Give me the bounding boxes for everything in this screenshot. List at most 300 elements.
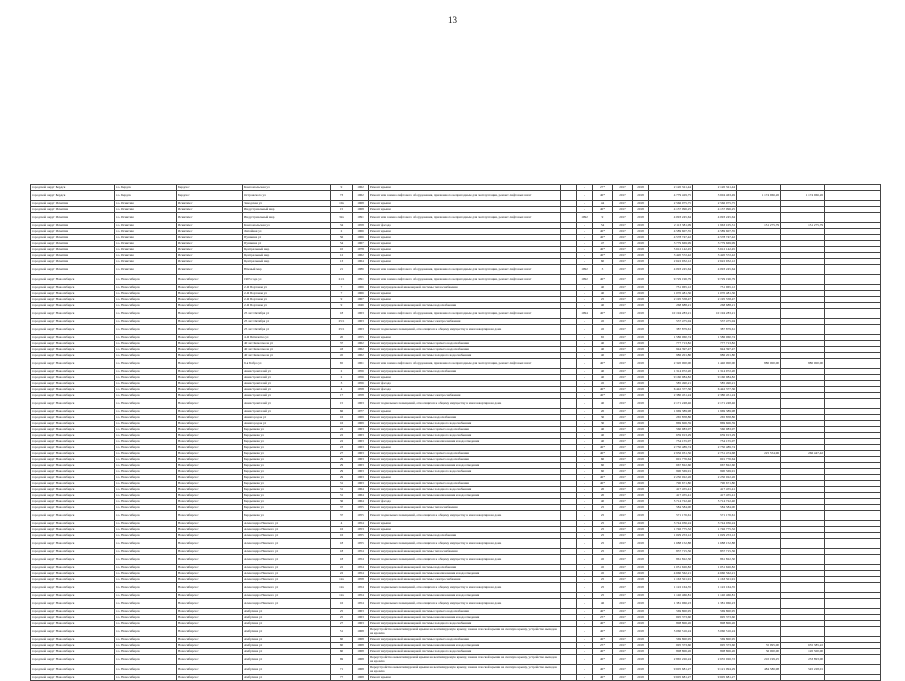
cell-area: 40* — [593, 445, 613, 451]
cell-y1: 2017 — [613, 353, 633, 359]
cell-mun: городской округ Новосибирск — [31, 319, 115, 325]
cell-s: - — [577, 463, 593, 469]
cell-s: - — [577, 643, 593, 649]
cell-sum2: 417 455,41 — [693, 487, 737, 493]
cell-loc: г.о. Новосибирск — [115, 649, 177, 655]
cell-c — [825, 627, 881, 637]
cell-city: Новосибирск г — [177, 463, 243, 469]
cell-house: 60 — [331, 643, 353, 649]
cell-work: Ремонт внутридомовой инженерной системы холодного водоснабжения — [369, 487, 561, 493]
cell-c — [825, 213, 881, 223]
cell-y1: 2017 — [613, 555, 633, 565]
cell-city: Новосибирск г — [177, 527, 243, 533]
cell-loc: г.о. Искитим — [115, 207, 177, 213]
cell-city: Искитим г — [177, 229, 243, 235]
cell-blank1 — [561, 213, 577, 223]
cell-year: 1967 — [353, 241, 369, 247]
cell-y1: 2017 — [613, 655, 633, 665]
cell-loc: г.о. Новосибирск — [115, 319, 177, 325]
cell-loc: г.о. Новосибирск — [115, 341, 177, 347]
cell-area: 40 — [593, 369, 613, 375]
cell-y1: 2017 — [613, 359, 633, 369]
cell-work: Ремонт внутридомовой инженерной системы водоснабжения — [369, 565, 561, 571]
cell-work: Ремонт фасада — [369, 223, 561, 229]
page-number: 13 — [448, 15, 457, 25]
cell-y2: 2018 — [633, 505, 649, 511]
cell-sum: 808 806,26 — [649, 621, 693, 627]
cell-mun: городской округ Новосибирск — [31, 609, 115, 615]
cell-mun: городской округ Новосибирск — [31, 493, 115, 499]
cell-loc: г.о. Новосибирск — [115, 285, 177, 291]
cell-house: 9 — [331, 185, 353, 191]
cell-y2: 2018 — [633, 457, 649, 463]
cell-sum: 3 779 669,99 — [649, 241, 693, 247]
cell-house: 10 — [331, 247, 353, 253]
cell-sum2: 1 070 481,36 — [693, 291, 737, 297]
cell-mun: городской округ Новосибирск — [31, 475, 115, 481]
cell-mun: городской округ Новосибирск — [31, 549, 115, 555]
cell-sum: 808 806,26 — [649, 649, 693, 655]
cell-loc: г.о. Искитим — [115, 229, 177, 235]
cell-house: 22 — [331, 433, 353, 439]
cell-house: 54 — [331, 241, 353, 247]
cell-year: 1964 — [353, 487, 369, 493]
cell-year: 1968 — [353, 649, 369, 655]
cell-house: 29 — [331, 475, 353, 481]
cell-sum: 268 688,21 — [649, 303, 693, 309]
cell-sum2: 3 779 669,99 — [693, 241, 737, 247]
cell-street: Авиастроителей ул — [243, 387, 331, 393]
cell-mun: городской округ Новосибирск — [31, 335, 115, 341]
cell-sum2: 667 822,60 — [693, 463, 737, 469]
cell-loc: г.о. Новосибирск — [115, 655, 177, 665]
cell-street: Амбулина ул — [243, 621, 331, 627]
cell-house: 16 — [331, 527, 353, 533]
cell-street: Комсомольская ул — [243, 223, 331, 229]
cell-mun: городской округ Новосибирск — [31, 593, 115, 599]
cell-city: Новосибирск г — [177, 275, 243, 285]
cell-y1: 2017 — [613, 475, 633, 481]
cell-year: 1968 — [353, 201, 369, 207]
cell-y1: 2017 — [613, 399, 633, 409]
cell-year: 1956 — [353, 369, 369, 375]
cell-y2: 2018 — [633, 213, 649, 223]
table-row — [31, 309, 881, 319]
cell-b: 151 275,79 — [781, 223, 825, 229]
cell-y1: 2017 — [613, 213, 633, 223]
cell-street: Бердышева ул — [243, 445, 331, 451]
cell-street: Южный мкр — [243, 265, 331, 275]
cell-city: Новосибирск г — [177, 325, 243, 335]
cell-work: Ремонт внутридомовой инженерной системы горячего водоснабжения — [369, 341, 561, 347]
cell-year: 1955 — [353, 533, 369, 539]
cell-sum2: 2 120 321,44 — [693, 185, 737, 191]
cell-work: Ремонт крыши — [369, 445, 561, 451]
cell-city: Новосибирск г — [177, 359, 243, 369]
cell-area: 46 — [593, 599, 613, 609]
cell-y2: 2018 — [633, 253, 649, 259]
cell-sum2: 808 806,26 — [693, 621, 737, 627]
cell-y1: 2017 — [613, 511, 633, 521]
cell-sum2: 1 746 775,32 — [693, 527, 737, 533]
cell-area: 40 — [593, 353, 613, 359]
cell-area: 25 — [593, 533, 613, 539]
cell-street: Индустриальный мкр — [243, 213, 331, 223]
cell-sum: 601 776,64 — [649, 457, 693, 463]
cell-house: 15 — [331, 207, 353, 213]
cell-s: - — [577, 393, 593, 399]
cell-y2: 2018 — [633, 265, 649, 275]
cell-sum2: 5 060 516,24 — [693, 627, 737, 637]
cell-mun: городской округ Бердск — [31, 191, 115, 201]
cell-city: Новосибирск г — [177, 521, 243, 527]
cell-mun: городской округ Новосибирск — [31, 445, 115, 451]
cell-work: Ремонт внутридомовой инженерной системы канализования и водоотведения — [369, 643, 561, 649]
cell-loc: г.о. Новосибирск — [115, 359, 177, 369]
cell-work: Ремонт внутридомовой инженерной системы холодного водоснабжения — [369, 621, 561, 627]
cell-street: Бердышева ул — [243, 475, 331, 481]
cell-sum: 4 660 562,21 — [649, 571, 693, 577]
cell-street: Александра Невского ул — [243, 527, 331, 533]
cell-year: 1954 — [353, 599, 369, 609]
cell-b — [781, 539, 825, 549]
cell-work: Ремонт крыши — [369, 229, 561, 235]
cell-sum: 584 584,00 — [649, 505, 693, 511]
cell-work: Ремонт внутридомовой инженерной системы горячего водоснабжения — [369, 481, 561, 487]
cell-s: - — [577, 599, 593, 609]
cell-y1: 2017 — [613, 481, 633, 487]
cell-mun: городской округ Новосибирск — [31, 353, 115, 359]
cell-loc: г.о. Новосибирск — [115, 527, 177, 533]
cell-work: Ремонт внутридомовой инженерной системы горячего водоснабжения — [369, 609, 561, 615]
cell-sum: 695 373,60 — [649, 615, 693, 621]
cell-city: Новосибирск г — [177, 583, 243, 593]
cell-street: Авиастроителей ул — [243, 369, 331, 375]
cell-b — [781, 511, 825, 521]
cell-street: Амбулина ул — [243, 675, 331, 681]
cell-street: Бердышева ул — [243, 511, 331, 521]
cell-sum: 1 969 389,98 — [649, 409, 693, 415]
cell-city: Новосибирск г — [177, 427, 243, 433]
cell-area: 40* — [593, 247, 613, 253]
cell-year: 1963 — [353, 309, 369, 319]
cell-city: Новосибирск г — [177, 599, 243, 609]
cell-work: Ремонт подвальных помещений, относящихся к общему имуществу в многоквартирном доме — [369, 583, 561, 593]
cell-house: 18 — [331, 555, 353, 565]
cell-house: 4 — [331, 521, 353, 527]
cell-b — [781, 627, 825, 637]
cell-year: 1963 — [353, 481, 369, 487]
cell-loc: г.о. Новосибирск — [115, 627, 177, 637]
cell-sum2: 751 965,12 — [693, 285, 737, 291]
cell-area: 54 — [593, 223, 613, 229]
cell-y1: 2017 — [613, 341, 633, 347]
cell-area: 40* — [593, 275, 613, 285]
cell-sum: 1 140 466,81 — [649, 593, 693, 599]
cell-sum2: 861 822,50 — [693, 555, 737, 565]
cell-area: 40* — [593, 665, 613, 675]
cell-s: - — [577, 347, 593, 353]
cell-y2: 2018 — [633, 533, 649, 539]
cell-mun: городской округ Искитим — [31, 207, 115, 213]
cell-sum2: 387 879,61 — [693, 325, 737, 335]
cell-y1: 2017 — [613, 325, 633, 335]
cell-s: - — [577, 655, 593, 665]
cell-street: Авиастроителей ул — [243, 375, 331, 381]
cell-street: Индустриальный мкр — [243, 207, 331, 213]
cell-y2: 2018 — [633, 555, 649, 565]
cell-street: 4-Я Пятилетка ул — [243, 335, 331, 341]
cell-loc: г.о. Новосибирск — [115, 577, 177, 583]
cell-y2: 2018 — [633, 319, 649, 325]
cell-house: 2 — [331, 369, 353, 375]
cell-sum: 1 051 626,82 — [649, 565, 693, 571]
cell-mun: городской округ Новосибирск — [31, 487, 115, 493]
cell-sum: 2 171 248,46 — [649, 399, 693, 409]
cell-s: - — [577, 247, 593, 253]
cell-area: 40* — [593, 393, 613, 399]
cell-blank1 — [561, 675, 577, 681]
cell-area: 40* — [593, 451, 613, 457]
cell-s: - — [577, 615, 593, 621]
cell-y2: 2018 — [633, 223, 649, 229]
cell-year: 1963 — [353, 399, 369, 409]
cell-y1: 2017 — [613, 565, 633, 571]
cell-area: 40* — [593, 309, 613, 319]
cell-city: Новосибирск г — [177, 665, 243, 675]
cell-s: - — [577, 207, 593, 213]
cell-y1: 2017 — [613, 621, 633, 627]
cell-y1: 2017 — [613, 615, 633, 621]
cell-mun: городской округ Искитим — [31, 223, 115, 229]
cell-year: 1963 — [353, 325, 369, 335]
cell-area: 40 — [593, 399, 613, 409]
cell-house: 9 — [331, 297, 353, 303]
cell-city: Новосибирск г — [177, 341, 243, 347]
cell-sum2: 585 490,21 — [693, 381, 737, 387]
cell-y1: 2017 — [613, 539, 633, 549]
cell-street: 25 лет Октября ул — [243, 319, 331, 325]
cell-c — [825, 399, 881, 409]
cell-y1: 2017 — [613, 241, 633, 247]
cell-s: - — [577, 511, 593, 521]
cell-mun: городской округ Новосибирск — [31, 463, 115, 469]
cell-mun: городской округ Новосибирск — [31, 533, 115, 539]
cell-y1: 2017 — [613, 505, 633, 511]
cell-street: Александра Невского ул — [243, 571, 331, 577]
cell-street: Пушкина ул — [243, 241, 331, 247]
cell-house: 20 — [331, 335, 353, 341]
cell-sum: 790 671,80 — [649, 481, 693, 487]
cell-area: 45 — [593, 571, 613, 577]
cell-y1: 2017 — [613, 637, 633, 643]
cell-house: 29 — [331, 457, 353, 463]
cell-year: 1963 — [353, 609, 369, 615]
cell-city: Бердск г — [177, 185, 243, 191]
cell-city: Новосибирск г — [177, 565, 243, 571]
cell-area: 25* — [593, 643, 613, 649]
cell-s: - — [577, 469, 593, 475]
cell-city: Новосибирск г — [177, 643, 243, 649]
cell-street: Амбулина ул — [243, 609, 331, 615]
cell-house: 37 — [331, 505, 353, 511]
cell-y1: 2017 — [613, 393, 633, 399]
cell-s: - — [577, 555, 593, 565]
cell-area: 40 — [593, 427, 613, 433]
cell-y1: 2017 — [613, 415, 633, 421]
cell-y2: 2018 — [633, 275, 649, 285]
cell-loc: г.о. Искитим — [115, 241, 177, 247]
cell-sum: 5 612 142,45 — [649, 247, 693, 253]
cell-b — [781, 675, 825, 681]
cell-street: Авиагородок ул — [243, 415, 331, 421]
cell-sum: 569 800,95 — [649, 637, 693, 643]
cell-house: 60 — [331, 649, 353, 655]
cell-sum2: 659 913,29 — [693, 433, 737, 439]
cell-street: Бердышева ул — [243, 451, 331, 457]
cell-y2: 2018 — [633, 577, 649, 583]
cell-work: Ремонт внутридомовой инженерной системы теплоснабжения — [369, 285, 561, 291]
cell-area: 20 — [593, 493, 613, 499]
cell-sum: 2 865 226,24 — [649, 655, 693, 665]
cell-sum: 9 605 681,27 — [649, 665, 693, 675]
cell-y2: 2018 — [633, 241, 649, 247]
cell-mun: городской округ Новосибирск — [31, 675, 115, 681]
cell-work: Ремонт подвальных помещений, относящихся к общему имуществу в многоквартирном доме — [369, 511, 561, 521]
cell-sum2: 1 440 000,00 — [693, 359, 737, 369]
cell-work: Ремонт фасада — [369, 387, 561, 393]
cell-street: Александра Невского ул — [243, 583, 331, 593]
cell-y2: 2018 — [633, 433, 649, 439]
cell-sum2: 3 420 572,42 — [693, 253, 737, 259]
cell-sum2: 869 606,59 — [693, 421, 737, 427]
cell-work: Ремонт крыши — [369, 675, 561, 681]
cell-mun: городской округ Искитим — [31, 235, 115, 241]
cell-s: - — [577, 303, 593, 309]
cell-street: 40 лет Комсомола ул — [243, 341, 331, 347]
cell-area: 25 — [593, 593, 613, 599]
cell-area: 45 — [593, 381, 613, 387]
cell-year: 1954 — [353, 549, 369, 555]
table-row — [31, 265, 881, 275]
cell-sum2: 837 715,56 — [693, 549, 737, 555]
cell-city: Новосибирск г — [177, 303, 243, 309]
cell-city: Искитим г — [177, 235, 243, 241]
cell-loc: г.о. Новосибирск — [115, 393, 177, 399]
cell-s: - — [577, 223, 593, 229]
cell-sum2: 1 963 105,31 — [693, 223, 737, 229]
cell-b — [781, 583, 825, 593]
cell-y2: 2018 — [633, 409, 649, 415]
cell-house: 73 — [331, 191, 353, 201]
cell-year: 1946 — [353, 303, 369, 309]
cell-city: Новосибирск г — [177, 291, 243, 297]
cell-b: 120 500,00 — [781, 649, 825, 655]
cell-loc: г.о. Новосибирск — [115, 369, 177, 375]
cell-work: Ремонт фасада — [369, 499, 561, 505]
cell-sum: 754 155,07 — [649, 439, 693, 445]
cell-year: 1962 — [353, 253, 369, 259]
cell-city: Новосибирск г — [177, 675, 243, 681]
cell-work: Ремонт внутридомовой инженерной системы канализования и водоотведения — [369, 493, 561, 499]
cell-y1: 2017 — [613, 593, 633, 599]
cell-mun: городской округ Искитим — [31, 265, 115, 275]
table-row — [31, 675, 881, 681]
cell-city: Новосибирск г — [177, 649, 243, 655]
cell-y2: 2018 — [633, 493, 649, 499]
cell-sum: 5 060 516,24 — [649, 627, 693, 637]
cell-s: - — [577, 335, 593, 341]
cell-s: - — [577, 457, 593, 463]
cell-s: - — [577, 487, 593, 493]
cell-y2: 2018 — [633, 247, 649, 253]
cell-s: - — [577, 229, 593, 235]
cell-s: - — [577, 253, 593, 259]
cell-area: 40* — [593, 359, 613, 369]
cell-y2: 2018 — [633, 387, 649, 393]
cell-work: Ремонт внутридомовой инженерной системы теплоснабжения — [369, 549, 561, 555]
cell-area: 25 — [593, 583, 613, 593]
cell-y1: 2017 — [613, 375, 633, 381]
cell-street: Заводская ул — [243, 201, 331, 207]
cell-a: 55 995,00 — [737, 643, 781, 649]
cell-s: 1994 — [577, 309, 593, 319]
cell-house: 32a — [331, 213, 353, 223]
cell-c — [825, 655, 881, 665]
cell-loc: г.о. Новосибирск — [115, 487, 177, 493]
cell-street: Амбулина ул — [243, 627, 331, 637]
cell-s: - — [577, 571, 593, 577]
cell-mun: городской округ Искитим — [31, 213, 115, 223]
cell-year: 1963 — [353, 475, 369, 481]
cell-area: 40 — [593, 347, 613, 353]
cell-s: - — [577, 505, 593, 511]
cell-mun: городской округ Искитим — [31, 253, 115, 259]
cell-loc: г.о. Новосибирск — [115, 475, 177, 481]
cell-street: Александра Невского ул — [243, 565, 331, 571]
cell-y2: 2018 — [633, 375, 649, 381]
cell-mun: городской округ Новосибирск — [31, 627, 115, 637]
cell-y1: 2017 — [613, 427, 633, 433]
cell-house: 29 — [331, 463, 353, 469]
cell-street: Литейная ул — [243, 229, 331, 235]
cell-mun: городской округ Новосибирск — [31, 297, 115, 303]
cell-s: - — [577, 421, 593, 427]
cell-blank1 — [561, 265, 577, 275]
cell-sum: 2 750 489,74 — [649, 445, 693, 451]
cell-y1: 2017 — [613, 665, 633, 675]
cell-work: Ремонт крыши — [369, 185, 561, 191]
cell-loc: г.о. Искитим — [115, 253, 177, 259]
cell-a — [737, 511, 781, 521]
cell-loc: г.о. Искитим — [115, 235, 177, 241]
cell-house: 31 — [331, 487, 353, 493]
cell-city: Новосибирск г — [177, 335, 243, 341]
cell-street: Александра Невского ул — [243, 599, 331, 609]
cell-house: 31 — [331, 493, 353, 499]
cell-house: 56 — [331, 235, 353, 241]
cell-sum: 10 194 283,21 — [649, 309, 693, 319]
cell-y1: 2017 — [613, 445, 633, 451]
cell-city: Новосибирск г — [177, 393, 243, 399]
cell-work: Ремонт или замена лифтового оборудования, признанного непригодным для эксплуатации, ремонт лифтовых шахт — [369, 359, 561, 369]
cell-y2: 2018 — [633, 325, 649, 335]
cell-year: 1954 — [353, 593, 369, 599]
cell-sum2: 9 729 196,79 — [693, 275, 737, 285]
cell-mun: городской округ Новосибирск — [31, 285, 115, 291]
cell-sum: 4 137 096,25 — [649, 207, 693, 213]
cell-sum2: 4 578 747,42 — [693, 235, 737, 241]
